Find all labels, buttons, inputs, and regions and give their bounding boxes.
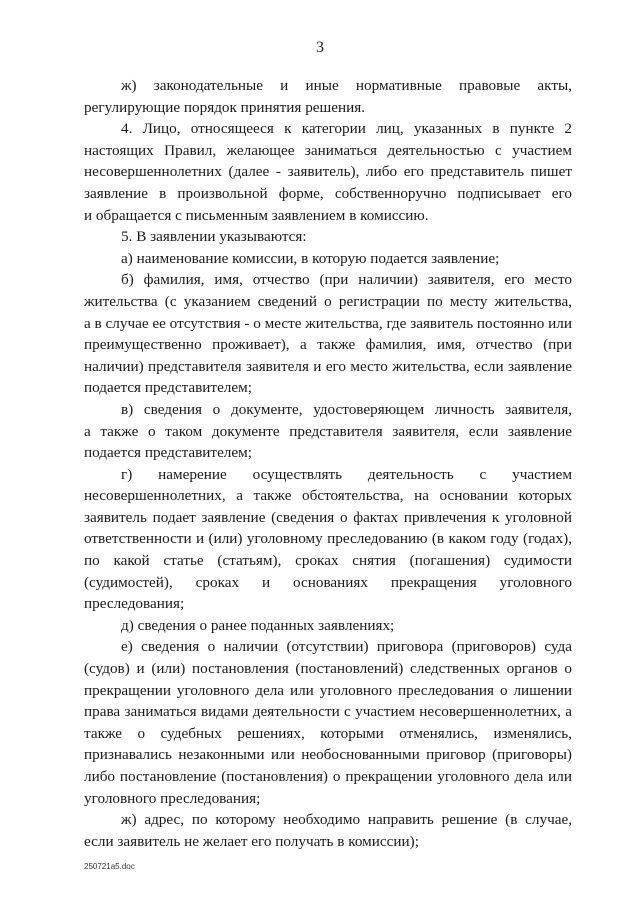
footer-filename: 250721a5.doc <box>84 862 135 871</box>
text-line: заявитель подает заявление (сведения о фактах привлечения к уголовной <box>84 508 572 526</box>
text-line: регулирующие порядок принятия решения. <box>84 98 366 116</box>
paragraph <box>84 615 572 637</box>
text-line: г) намерение осуществлять деятельность с участием <box>121 465 572 483</box>
text-line: несовершеннолетних, а также обстоятельства, на основании которых <box>84 487 572 505</box>
text-line: преимущественно проживает), а также фамилия, имя, отчество (при <box>84 336 572 354</box>
text-line: права заниматься видами деятельности с участием несовершеннолетних, а <box>84 703 572 721</box>
text-line: (судов) и (или) постановления (постановлений) следственных органов о <box>84 660 572 678</box>
text-line: также о судебных решениях, которыми отменялись, изменялись, <box>84 724 572 742</box>
text-line: либо постановление (постановления) о прекращении уголовного дела или <box>84 768 572 785</box>
text-line: наличии) представителя заявителя и его место жительства, если заявление <box>84 357 572 375</box>
paragraph <box>84 636 572 809</box>
paragraph <box>84 399 572 464</box>
paragraph <box>84 75 572 118</box>
text-line: подается представителем; <box>84 379 252 397</box>
paragraph <box>84 809 572 852</box>
text-line: признавались незаконными или необоснованными приговор (приговоры) <box>84 746 572 764</box>
text-line: ж) законодательные и иные нормативные правовые акты, <box>121 77 572 94</box>
text-line: заявление в произвольной форме, собственноручно подписывает его <box>84 184 572 202</box>
text-line: 4. Лицо, относящееся к категории лиц, указанных в пункте 2 <box>121 120 572 138</box>
text-line: несовершеннолетних (далее - заявитель), либо его представитель пишет <box>84 163 572 181</box>
page-number: 3 <box>316 39 324 56</box>
text-line: а также о таком документе представителя заявителя, если заявление <box>84 422 572 440</box>
text-line: а) наименование комиссии, в которую подается заявление; <box>121 249 500 267</box>
text-line: прекращении уголовного дела или уголовного преследования о лишении <box>84 681 572 699</box>
text-line: и обращается с письменным заявлением в комиссию. <box>84 206 429 224</box>
text-line: а в случае ее отсутствия - о месте жительства, где заявитель постоянно или <box>84 314 572 332</box>
text-line: ответственности и (или) уголовному преследованию (в каком году (годах), <box>84 530 572 548</box>
text-line: е) сведения о наличии (отсутствии) приговора (приговоров) суда <box>121 638 572 656</box>
text-line: д) сведения о ранее поданных заявлениях; <box>121 616 395 634</box>
text-line: ж) адрес, по которому необходимо направить решение (в случае, <box>121 811 572 829</box>
paragraph <box>84 269 572 399</box>
text-line: по какой статье (статьям), сроках снятия (погашения) судимости <box>84 552 572 570</box>
text-line: настоящих Правил, желающее заниматься деятельностью с участием <box>84 141 572 159</box>
paragraph <box>84 248 572 270</box>
document-body <box>84 75 572 852</box>
paragraph <box>84 464 572 615</box>
text-line: б) фамилия, имя, отчество (при наличии) заявителя, его место <box>121 271 572 289</box>
paragraph <box>84 226 572 248</box>
text-line: подается представителем; <box>84 444 252 462</box>
text-line: 5. В заявлении указываются: <box>121 228 307 246</box>
text-line: (судимостей), сроках и основаниях прекращения уголовного <box>84 573 572 591</box>
text-line: уголовного преследования; <box>84 789 261 807</box>
text-line: в) сведения о документе, удостоверяющем личность заявителя, <box>121 400 572 418</box>
text-line: если заявитель не желает его получать в комиссии); <box>84 832 419 850</box>
paragraph <box>84 118 572 226</box>
text-line: преследования; <box>84 595 185 613</box>
text-line: жительства (с указанием сведений о регистрации по месту жительства, <box>84 292 572 310</box>
